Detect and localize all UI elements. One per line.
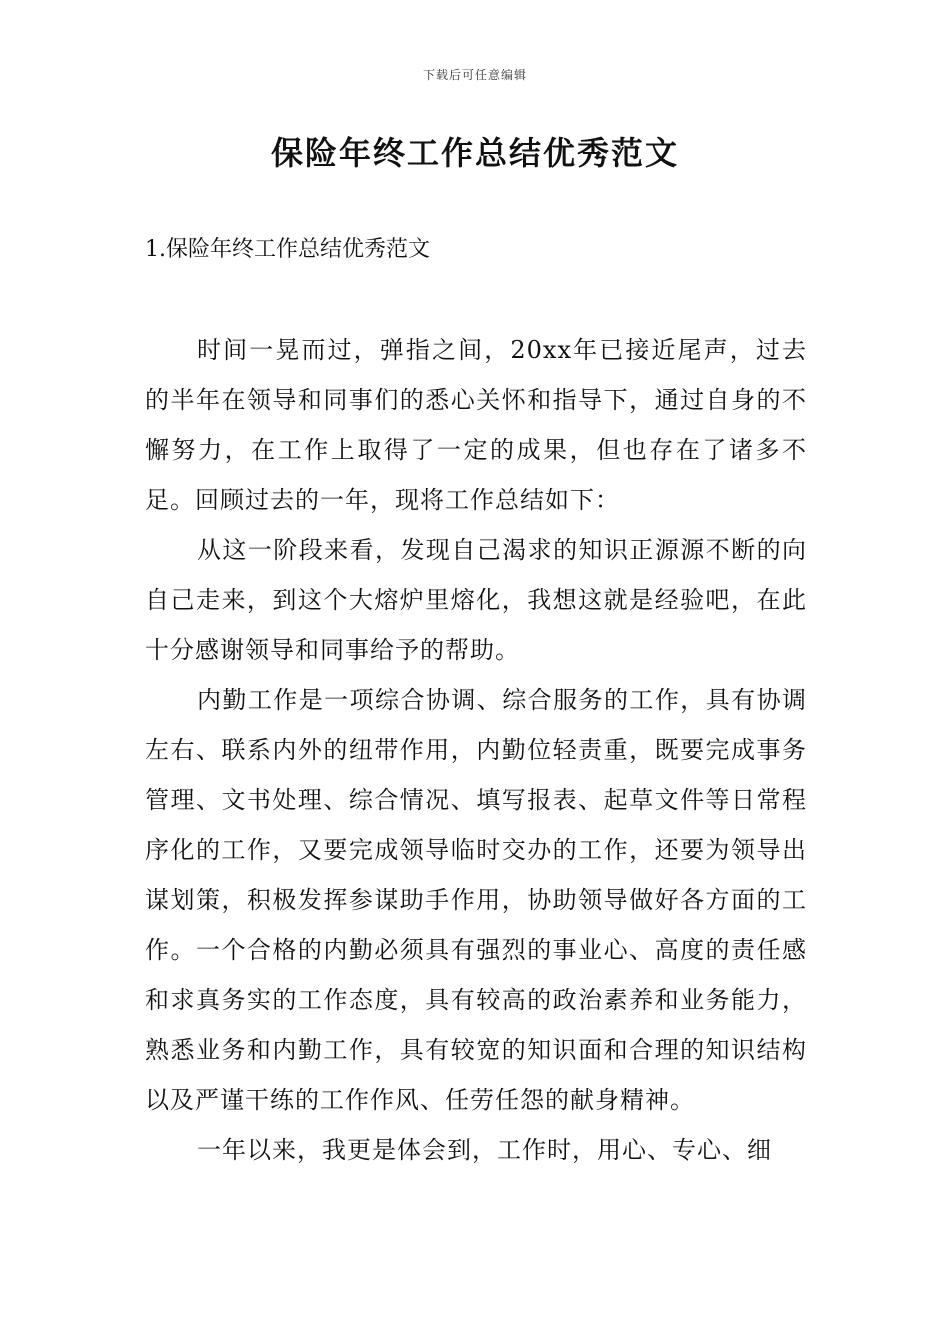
document-title: 保险年终工作总结优秀范文	[270, 134, 679, 172]
paragraph: 内勤工作是一项综合协调、综合服务的工作，具有协调左右、联系内外的纽带作用，内勤位轻责重，既要完成事务管理、文书处理、综合情况、填写报表、起草文件等日常程序化的工作，又要完成领导临时交办的工作，还要为领导出谋划策，积极发挥参谋助手作用，协助领导做好各方面的工作。一个合格的内勤必须具有强烈的事业心、高度的责任感和求真务实的工作态度，具有较高的政治素养和业务能力，熟悉业务和内勤工作，具有较宽的知识面和合理的知识结构以及严谨干练的工作作风、任劳任怨的献身精神。	[145, 686, 807, 1114]
header-note: 下载后可任意编辑	[422, 68, 527, 82]
paragraph: 时间一晃而过，弹指之间，20xx年已接近尾声，过去的半年在领导和同事们的悉心关怀和指导下，通过自身的不懈努力，在工作上取得了一定的成果，但也存在了诸多不足。回顾过去的一年，现将工作总结如下：	[145, 336, 807, 514]
paragraph: 从这一阶段来看，发现自己渴求的知识正源源不断的向自己走来，到这个大熔炉里熔化，我想这就是经验吧，在此十分感谢领导和同事给予的帮助。	[145, 536, 807, 664]
section-heading: 1.保险年终工作总结优秀范文	[145, 237, 430, 262]
document-body	[145, 325, 807, 1175]
paragraph: 一年以来，我更是体会到，工作时，用心、专心、细	[197, 1136, 772, 1164]
